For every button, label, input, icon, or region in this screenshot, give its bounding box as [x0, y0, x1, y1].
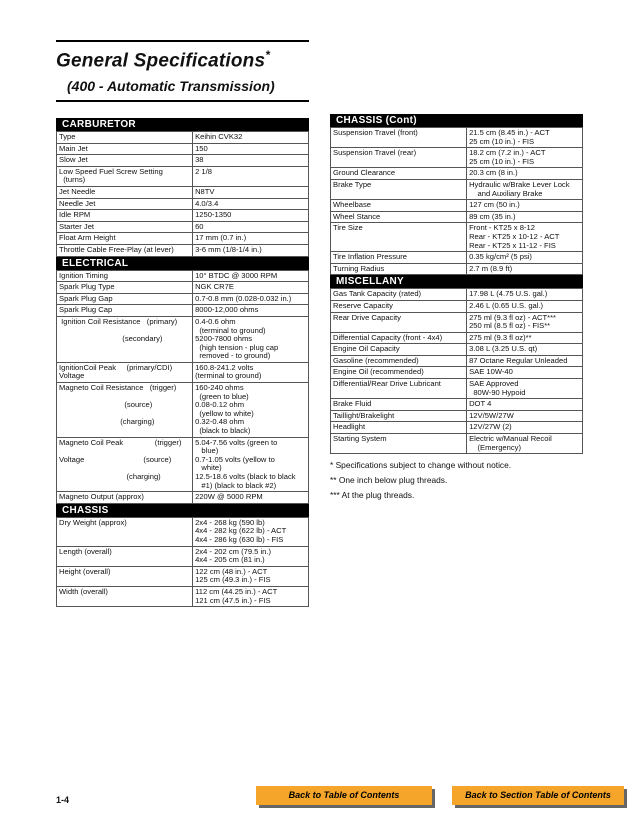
spec-label: Ignition Timing [57, 270, 193, 282]
spec-value: 112 cm (44.25 in.) - ACT 121 cm (47.5 in.) - FIS [193, 586, 309, 606]
spec-label: Brake Fluid [331, 399, 467, 411]
spec-row [57, 546, 309, 566]
spec-row [331, 379, 583, 399]
spec-value: Electric w/Manual Recoil (Emergency) [467, 434, 583, 454]
spec-value: 2x4 - 268 kg (590 lb) 4x4 - 282 kg (622 lb) - ACT 4x4 - 286 kg (630 lb) - FIS [193, 517, 309, 546]
spec-value: 0.35 kg/cm² (5 psi) [467, 252, 583, 264]
spec-row [331, 367, 583, 379]
spec-value: 38 [193, 155, 309, 167]
spec-row [331, 312, 583, 332]
spec-row [331, 148, 583, 168]
spec-value: 2 1/8 [193, 166, 309, 186]
spec-label: Wheelbase [331, 200, 467, 212]
spec-row [57, 143, 309, 155]
spec-label: Engine Oil Capacity [331, 344, 467, 356]
spec-label: Magneto Output (approx) [57, 492, 193, 504]
spec-value: 0.7-0.8 mm (0.028-0.032 in.) [193, 293, 309, 305]
spec-value: 1250-1350 [193, 210, 309, 222]
spec-row [57, 517, 309, 546]
spec-row [57, 316, 309, 362]
spec-value: 12V/5W/27W [467, 410, 583, 422]
spec-label: Throttle Cable Free-Play (at lever) [57, 244, 193, 256]
spec-value: 3.08 L (3.25 U.S. qt) [467, 344, 583, 356]
spec-label: Dry Weight (approx) [57, 517, 193, 546]
spec-row [57, 198, 309, 210]
spec-row [57, 492, 309, 504]
spec-label: Spark Plug Gap [57, 293, 193, 305]
spec-value: Front - KT25 x 8-12 Rear - KT25 x 10-12 - ACT Rear - KT25 x 11-12 - FIS [467, 223, 583, 252]
spec-value: 275 ml (9.3 fl oz) - ACT*** 250 ml (8.5 fl oz) - FIS** [467, 312, 583, 332]
spec-label: Spark Plug Type [57, 282, 193, 294]
spec-value: SAE 10W-40 [467, 367, 583, 379]
spec-label: Idle RPM [57, 210, 193, 222]
spec-row [57, 210, 309, 222]
spec-value: 0.4-0.6 ohm (terminal to ground) 5200-7800 ohms (high tension - plug cap removed - to ground) [193, 316, 309, 362]
spec-value: 160-240 ohms (green to blue) 0.08-0.12 ohm (yellow to white) 0.32-0.48 ohm (black to black) [193, 383, 309, 438]
spec-label: Suspension Travel (rear) [331, 148, 467, 168]
spec-value: 5.04-7.56 volts (green to blue) 0.7-1.05 volts (yellow to white) 12.5-18.6 volts (black to black #1) (black to black #2) [193, 437, 309, 492]
spec-row [331, 211, 583, 223]
spec-row [57, 221, 309, 233]
spec-value: 89 cm (35 in.) [467, 211, 583, 223]
spec-table [56, 131, 309, 257]
spec-value: DOT 4 [467, 399, 583, 411]
right-sections [330, 114, 583, 454]
spec-row [57, 244, 309, 256]
spec-value: 2.46 L (0.65 U.S. gal.) [467, 300, 583, 312]
spec-row [331, 223, 583, 252]
back-to-section-toc-button[interactable]: Back to Section Table of Contents [452, 786, 624, 805]
spec-row [57, 586, 309, 606]
spec-row [331, 200, 583, 212]
right-column [330, 114, 583, 503]
footnotes [330, 458, 583, 503]
spec-label: Tire Inflation Pressure [331, 252, 467, 264]
spec-row [57, 305, 309, 317]
spec-value: 17.98 L (4.75 U.S. gal.) [467, 289, 583, 301]
spec-label: Gasoline (recommended) [331, 355, 467, 367]
spec-label: Brake Type [331, 179, 467, 199]
spec-row [57, 362, 309, 382]
spec-label: Length (overall) [57, 546, 193, 566]
spec-label: Main Jet [57, 143, 193, 155]
spec-row [331, 300, 583, 312]
title-block [56, 40, 309, 102]
page-title: General Specifications* [56, 48, 271, 72]
section-heading: CHASSIS (Cont) [330, 114, 583, 127]
spec-label: Gas Tank Capacity (rated) [331, 289, 467, 301]
footnote: ** One inch below plug threads. [330, 475, 448, 486]
spec-label: Differential Capacity (front - 4x4) [331, 332, 467, 344]
spec-label: Differential/Rear Drive Lubricant [331, 379, 467, 399]
spec-label: Needle Jet [57, 198, 193, 210]
spec-value: 2x4 - 202 cm (79.5 in.) 4x4 - 205 cm (81 in.) [193, 546, 309, 566]
spec-label: Height (overall) [57, 566, 193, 586]
spec-value: NGK CR7E [193, 282, 309, 294]
spec-row [331, 332, 583, 344]
page-subtitle: (400 - Automatic Transmission) [67, 78, 275, 95]
spec-row [57, 566, 309, 586]
spec-value: 8000-12,000 ohms [193, 305, 309, 317]
spec-label: Spark Plug Cap [57, 305, 193, 317]
spec-label: Tire Size [331, 223, 467, 252]
spec-label: Ignition Coil Resistance (primary) (secondary) [57, 316, 193, 362]
spec-row [331, 179, 583, 199]
spec-label: Type [57, 132, 193, 144]
spec-label: Jet Needle [57, 186, 193, 198]
spec-value: 150 [193, 143, 309, 155]
spec-label: Magneto Coil Peak (trigger) Voltage (source) (charging) [57, 437, 193, 492]
spec-row [57, 186, 309, 198]
spec-value: 160.8-241.2 volts (terminal to ground) [193, 362, 309, 382]
spec-row [57, 233, 309, 245]
spec-value: 127 cm (50 in.) [467, 200, 583, 212]
spec-table [330, 288, 583, 454]
section-heading: CARBURETOR [56, 118, 309, 131]
spec-label: Headlight [331, 422, 467, 434]
spec-label: Rear Drive Capacity [331, 312, 467, 332]
spec-row [57, 383, 309, 438]
spec-row [331, 355, 583, 367]
spec-label: Magneto Coil Resistance (trigger) (source) (charging) [57, 383, 193, 438]
spec-label: Starter Jet [57, 221, 193, 233]
spec-value: 220W @ 5000 RPM [193, 492, 309, 504]
spec-label: Suspension Travel (front) [331, 128, 467, 148]
spec-label: Slow Jet [57, 155, 193, 167]
spec-row [57, 166, 309, 186]
section-heading: ELECTRICAL [56, 257, 309, 270]
spec-row [57, 293, 309, 305]
spec-value: 18.2 cm (7.2 in.) - ACT 25 cm (10 in.) - FIS [467, 148, 583, 168]
spec-table [56, 517, 309, 607]
spec-row [57, 437, 309, 492]
spec-row [331, 434, 583, 454]
spec-row [57, 155, 309, 167]
spec-value: Keihin CVK32 [193, 132, 309, 144]
spec-value: Hydraulic w/Brake Lever Lock and Auxiliary Brake [467, 179, 583, 199]
spec-value: 17 mm (0.7 in.) [193, 233, 309, 245]
spec-table [56, 270, 309, 504]
spec-label: Width (overall) [57, 586, 193, 606]
spec-label: Ground Clearance [331, 168, 467, 180]
left-column [56, 118, 309, 607]
spec-value: 275 ml (9.3 fl oz)** [467, 332, 583, 344]
spec-label: Float Arm Height [57, 233, 193, 245]
spec-value: 87 Octane Regular Unleaded [467, 355, 583, 367]
spec-row [331, 168, 583, 180]
spec-value: SAE Approved 80W-90 Hypoid [467, 379, 583, 399]
spec-row [57, 270, 309, 282]
spec-row [331, 263, 583, 275]
spec-table [330, 127, 583, 275]
spec-row [331, 344, 583, 356]
spec-label: Wheel Stance [331, 211, 467, 223]
spec-row [331, 410, 583, 422]
spec-row [331, 399, 583, 411]
section-heading: CHASSIS [56, 504, 309, 517]
spec-label: Taillight/Brakelight [331, 410, 467, 422]
spec-label: Reserve Capacity [331, 300, 467, 312]
section-heading: MISCELLANY [330, 275, 583, 288]
page-number: 1-4 [56, 795, 70, 805]
spec-value: 122 cm (48 in.) - ACT 125 cm (49.3 in.) - FIS [193, 566, 309, 586]
spec-value: 10° BTDC @ 3000 RPM [193, 270, 309, 282]
footnote: * Specifications subject to change without notice. [330, 460, 512, 471]
spec-label: Engine Oil (recommended) [331, 367, 467, 379]
spec-row [331, 128, 583, 148]
spec-value: 4.0/3.4 [193, 198, 309, 210]
spec-row [57, 132, 309, 144]
spec-row [331, 252, 583, 264]
spec-label: Turning Radius [331, 263, 467, 275]
spec-value: 60 [193, 221, 309, 233]
spec-value: 12V/27W (2) [467, 422, 583, 434]
back-to-toc-button[interactable]: Back to Table of Contents [256, 786, 432, 805]
spec-value: 3-6 mm (1/8-1/4 in.) [193, 244, 309, 256]
spec-row [331, 422, 583, 434]
spec-value: N8TV [193, 186, 309, 198]
spec-value: 20.3 cm (8 in.) [467, 168, 583, 180]
spec-value: 2.7 m (8.9 ft) [467, 263, 583, 275]
spec-row [331, 289, 583, 301]
footnote: *** At the plug threads. [330, 490, 415, 501]
spec-value: 21.5 cm (8.45 in.) - ACT 25 cm (10 in.) - FIS [467, 128, 583, 148]
spec-label: Starting System [331, 434, 467, 454]
spec-label: IgnitionCoil Peak (primary/CDI) Voltage [57, 362, 193, 382]
spec-row [57, 282, 309, 294]
spec-label: Low Speed Fuel Screw Setting (turns) [57, 166, 193, 186]
